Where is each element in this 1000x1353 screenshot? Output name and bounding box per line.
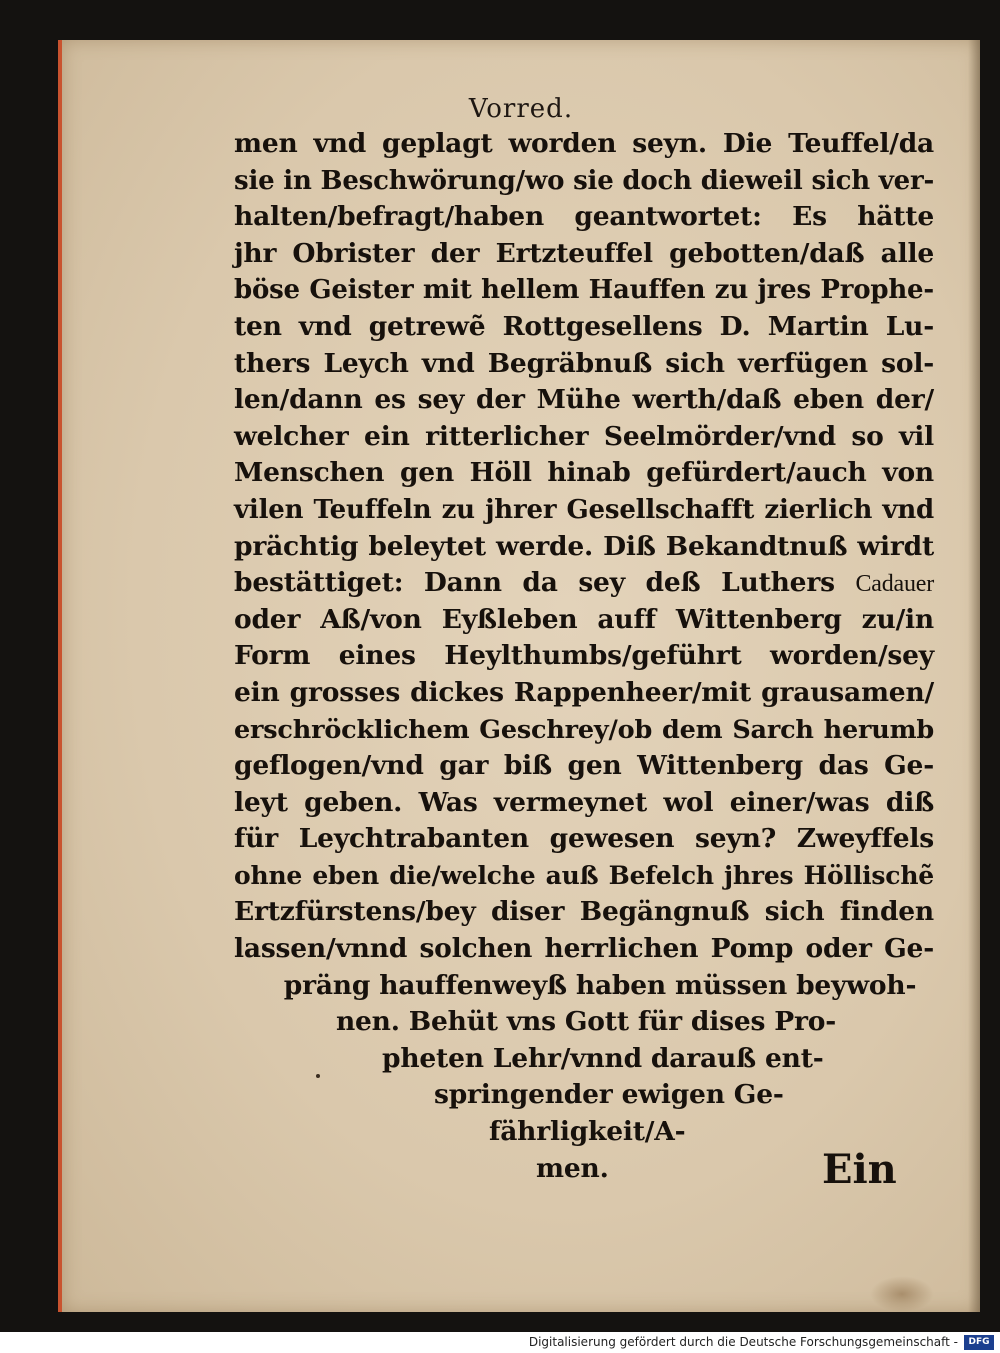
dfg-logo-icon: DFG <box>964 1335 994 1350</box>
text-line-content: len/dann es sey der Mühe werth/daß eben der/ <box>234 384 934 416</box>
text-line <box>234 858 934 895</box>
text-line <box>234 126 934 163</box>
text-line <box>234 638 934 675</box>
running-head: Vorred. <box>468 94 574 124</box>
text-line <box>234 1077 934 1114</box>
book-page <box>58 40 980 1312</box>
text-line-content: thers Leych vnd Begräbnuß sich verfügen sol- <box>234 347 934 379</box>
text-line <box>234 163 934 200</box>
text-line-content: men. <box>536 1152 609 1184</box>
text-line-content: springender ewigen Ge- <box>434 1079 784 1111</box>
text-line-content: ohne eben die/welche auß Befelch jhres Höllischẽ <box>234 860 934 890</box>
text-line-content: bestättiget: Dann da sey deß Luthers <box>234 567 835 599</box>
body-text <box>234 126 934 1187</box>
text-line-content: sie in Beschwörung/wo sie doch dieweil sich ver- <box>234 165 935 196</box>
text-line <box>234 602 934 639</box>
text-line-content: ten vnd getrewẽ Rottgesellens D. Martin Lu- <box>234 310 934 342</box>
text-line <box>234 272 934 309</box>
text-line <box>234 565 934 602</box>
text-line-content: pheten Lehr/vnnd darauß ent- <box>382 1042 824 1074</box>
catchword: Ein <box>822 1146 897 1193</box>
ink-speck <box>316 1074 320 1078</box>
text-line <box>234 748 934 785</box>
text-line-content: prächtig beleytet werde. Diß Bekandtnuß wirdt <box>234 530 934 562</box>
text-line-content: nen. Behüt vns Gott für dises Pro- <box>335 1006 837 1038</box>
text-line-content: präng hauffenweyß haben müssen beywoh- <box>283 969 917 1001</box>
text-line-content: böse Geister mit hellem Hauffen zu jres Prophe- <box>234 275 934 306</box>
text-line-content: für Leychtrabanten gewesen seyn? Zweyffels <box>234 823 934 855</box>
text-line-content: men vnd geplagt worden seyn. Die Teuffel/da <box>234 128 934 159</box>
text-line <box>234 968 934 1005</box>
text-line-content: erschröcklichem Geschrey/ob dem Sarch herumb <box>234 714 934 745</box>
text-line <box>234 309 934 346</box>
text-line-content: fährligkeit/A- <box>489 1116 686 1148</box>
text-line <box>234 712 934 749</box>
text-line <box>234 675 934 712</box>
text-line <box>234 492 934 529</box>
text-line <box>234 1004 934 1041</box>
text-line-content: Form eines Heylthumbs/geführt worden/sey <box>234 640 934 672</box>
text-line-content: leyt geben. Was vermeynet wol einer/was diß <box>234 786 934 818</box>
text-line-content: welcher ein ritterlicher Seelmörder/vnd so vil <box>234 420 934 452</box>
text-line <box>234 455 934 492</box>
text-line-content: lassen/vnnd solchen herrlichen Pomp oder Ge- <box>234 933 934 965</box>
text-line <box>234 894 934 931</box>
text-line <box>234 419 934 456</box>
text-line-content: jhr Obrister der Ertzteuffel gebotten/daß alle <box>234 237 934 269</box>
text-line <box>234 931 934 968</box>
text-line <box>234 382 934 419</box>
text-line-content: ein grosses dickes Rappenheer/mit grausamen/ <box>234 676 934 708</box>
text-line-content: Menschen gen Höll hinab gefürdert/auch von <box>234 457 934 489</box>
text-line-content: geflogen/vnd gar biß gen Wittenberg das Ge- <box>234 750 934 782</box>
footer-credit: Digitalisierung gefördert durch die Deutsche Forschungsgemeinschaft - <box>528 1335 958 1349</box>
text-line-content: oder Aß/von Eyßleben auff Wittenberg zu/in <box>234 603 934 635</box>
paper-stain <box>870 1276 934 1312</box>
text-line-content: vilen Teuffeln zu jhrer Gesellschafft zierlich vnd <box>234 494 934 525</box>
antiqua-word: Cadauer <box>855 571 934 598</box>
text-line <box>234 821 934 858</box>
text-line <box>234 236 934 273</box>
digitization-footer <box>0 1332 1000 1353</box>
text-line-content: Ertzfürstens/bey diser Begängnuß sich finden <box>234 896 934 928</box>
text-line <box>234 529 934 566</box>
page-gutter-shadow <box>968 40 980 1312</box>
text-line <box>234 785 934 822</box>
text-line <box>234 346 934 383</box>
text-line-content: halten/befragt/haben geantwortet: Es hätte <box>234 201 934 233</box>
text-line <box>234 1041 934 1078</box>
text-line <box>234 199 934 236</box>
